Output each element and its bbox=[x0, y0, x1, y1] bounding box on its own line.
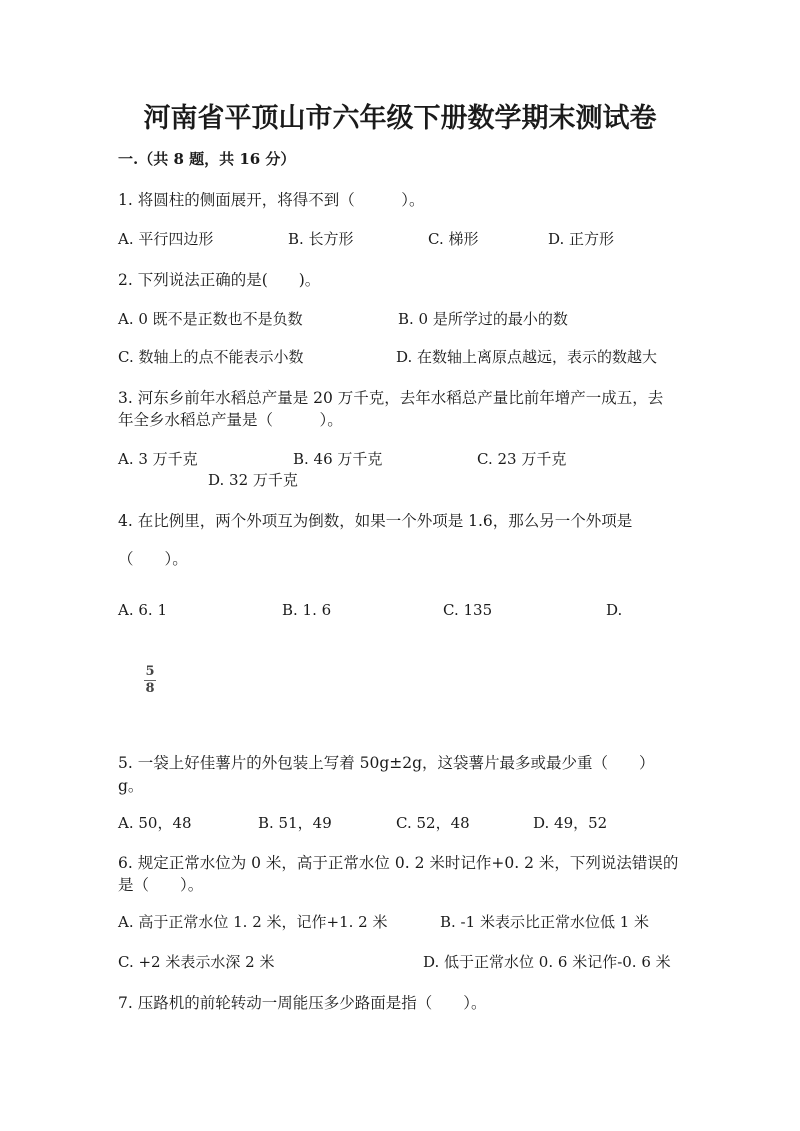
question-5-option-a[interactable]: A. 50，48 bbox=[118, 814, 192, 832]
question-3-option-b[interactable]: B. 46 万千克 bbox=[293, 450, 383, 468]
page-title: 河南省平顶山市六年级下册数学期末测试卷 bbox=[143, 103, 657, 134]
fraction-numerator: 5 bbox=[145, 664, 155, 679]
question-3-stem-line-2: 年全乡水稻总产量是（ ）。 bbox=[118, 411, 343, 429]
question-2-option-b[interactable]: B. 0 是所学过的最小的数 bbox=[398, 310, 568, 328]
question-5-option-c[interactable]: C. 52，48 bbox=[396, 814, 470, 832]
question-2-option-d[interactable]: D. 在数轴上离原点越远，表示的数越大 bbox=[396, 348, 658, 366]
question-1-option-a[interactable]: A. 平行四边形 bbox=[118, 230, 214, 248]
question-7-stem: 7. 压路机的前轮转动一周能压多少路面是指（ ）。 bbox=[118, 994, 487, 1012]
question-4-option-a[interactable]: A. 6. 1 bbox=[118, 601, 167, 619]
question-2-option-c[interactable]: C. 数轴上的点不能表示小数 bbox=[118, 348, 304, 366]
question-1-option-b[interactable]: B. 长方形 bbox=[288, 230, 354, 248]
question-6-option-d[interactable]: D. 低于正常水位 0. 6 米记作-0. 6 米 bbox=[423, 953, 671, 971]
question-2-stem: 2. 下列说法正确的是( )。 bbox=[118, 271, 321, 289]
section-heading: 一.（共 8 题，共 16 分） bbox=[118, 150, 296, 168]
question-6-option-a[interactable]: A. 高于正常水位 1. 2 米，记作+1. 2 米 bbox=[118, 913, 388, 931]
question-5-option-d[interactable]: D. 49，52 bbox=[533, 814, 608, 832]
question-3-option-d[interactable]: D. 32 万千克 bbox=[208, 471, 298, 489]
question-6-stem-line-1: 6. 规定正常水位为 0 米，高于正常水位 0. 2 米时记作+0. 2 米，下列说法错误的 bbox=[118, 854, 679, 872]
question-6-option-b[interactable]: B. -1 米表示比正常水位低 1 米 bbox=[440, 913, 650, 931]
question-6-option-c[interactable]: C. +2 米表示水深 2 米 bbox=[118, 953, 275, 971]
question-4-option-b[interactable]: B. 1. 6 bbox=[282, 601, 332, 619]
question-6-stem-line-2: 是（ ）。 bbox=[118, 876, 204, 894]
question-3-option-c[interactable]: C. 23 万千克 bbox=[477, 450, 567, 468]
question-3-stem-line-1: 3. 河东乡前年水稻总产量是 20 万千克，去年水稻总产量比前年增产一成五，去 bbox=[118, 389, 664, 407]
question-1-option-c[interactable]: C. 梯形 bbox=[428, 230, 479, 248]
question-1-stem: 1. 将圆柱的侧面展开，将得不到（ ）。 bbox=[118, 191, 425, 209]
question-5-stem-line-1: 5. 一袋上好佳薯片的外包装上写着 50g±2g，这袋薯片最多或最少重（ ） bbox=[118, 754, 655, 772]
question-4-option-c[interactable]: C. 135 bbox=[443, 601, 493, 619]
question-3-option-a[interactable]: A. 3 万千克 bbox=[118, 450, 198, 468]
question-4-stem-line-2: （ ）。 bbox=[118, 550, 188, 568]
fraction-denominator: 8 bbox=[145, 681, 155, 696]
question-2-option-a[interactable]: A. 0 既不是正数也不是负数 bbox=[118, 310, 303, 328]
question-1-option-d[interactable]: D. 正方形 bbox=[548, 230, 615, 248]
question-5-option-b[interactable]: B. 51，49 bbox=[258, 814, 332, 832]
question-4-option-d[interactable]: D. bbox=[606, 601, 623, 619]
question-5-stem-line-2: g。 bbox=[118, 777, 144, 795]
question-4-stem-line-1: 4. 在比例里，两个外项互为倒数，如果一个外项是 1.6，那么另一个外项是 bbox=[118, 512, 633, 530]
question-4-option-d-fraction bbox=[143, 665, 157, 696]
